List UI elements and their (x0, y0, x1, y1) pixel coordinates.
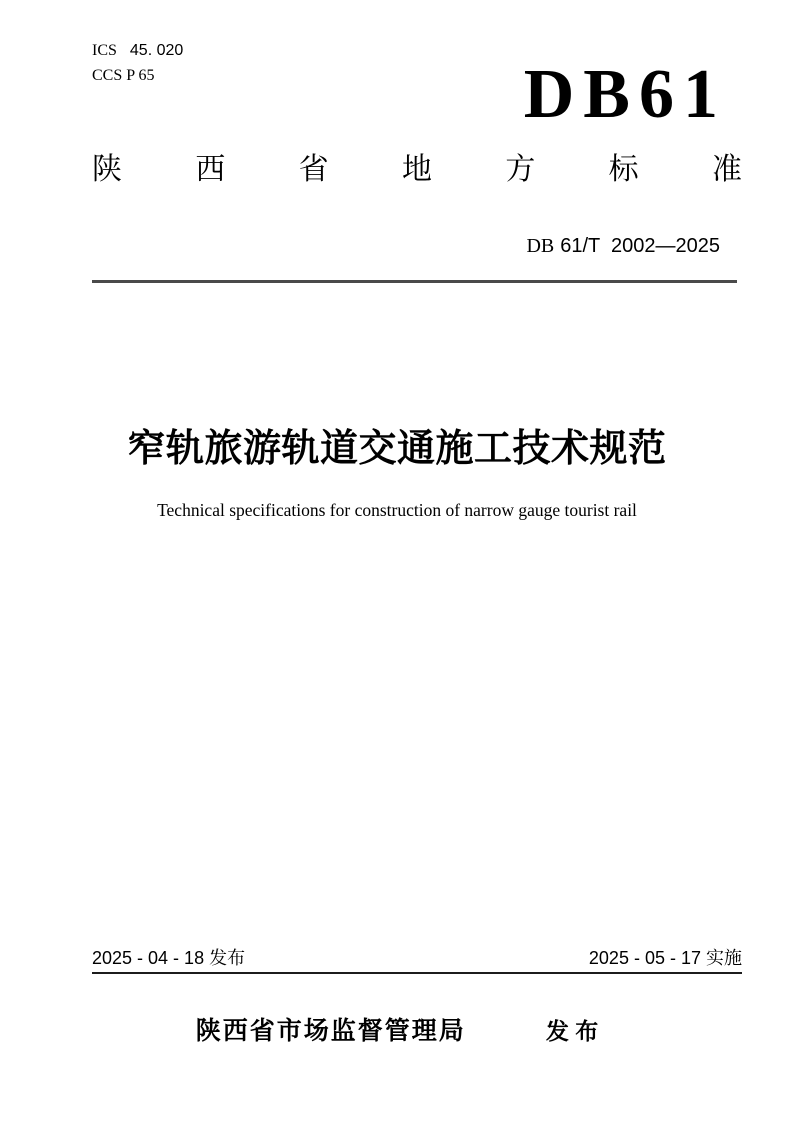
standard-code-number: 61/T 2002—2025 (560, 235, 720, 257)
standard-name-char: 西 (195, 153, 226, 186)
db61-logo: DB61 (523, 56, 727, 133)
document-title-english: Technical specifications for construction of narrow gauge tourist rail (157, 500, 637, 520)
publish-action-label: 发 布 (545, 1018, 599, 1044)
classification-block (92, 38, 183, 88)
ics-value: 45. 020 (129, 42, 184, 59)
standard-name (92, 154, 742, 186)
implement-date: 2025 - 05 - 17 实施 (588, 948, 742, 968)
publisher-name: 陕西省市场监督管理局 (195, 1017, 466, 1045)
standard-name-char: 方 (505, 153, 536, 186)
standard-name-char: 标 (608, 153, 639, 186)
header-divider-rule (92, 280, 737, 283)
standard-name-char: 地 (401, 153, 432, 186)
ics-label: ICS (92, 42, 117, 59)
standard-code (504, 213, 720, 279)
standard-name-char: 陕 (92, 153, 122, 186)
dates-row (92, 948, 742, 974)
standard-name-char: 省 (298, 153, 329, 186)
standard-name-char: 准 (711, 153, 742, 186)
publisher-row (0, 1017, 794, 1045)
issue-date: 2025 - 04 - 18 发布 (92, 948, 246, 968)
standard-code-prefix: DB (526, 235, 555, 257)
ccs-code: CCS P 65 (92, 67, 155, 84)
document-title: 窄轨旅游轨道交通施工技术规范 (127, 428, 667, 470)
ics-code (92, 38, 183, 63)
